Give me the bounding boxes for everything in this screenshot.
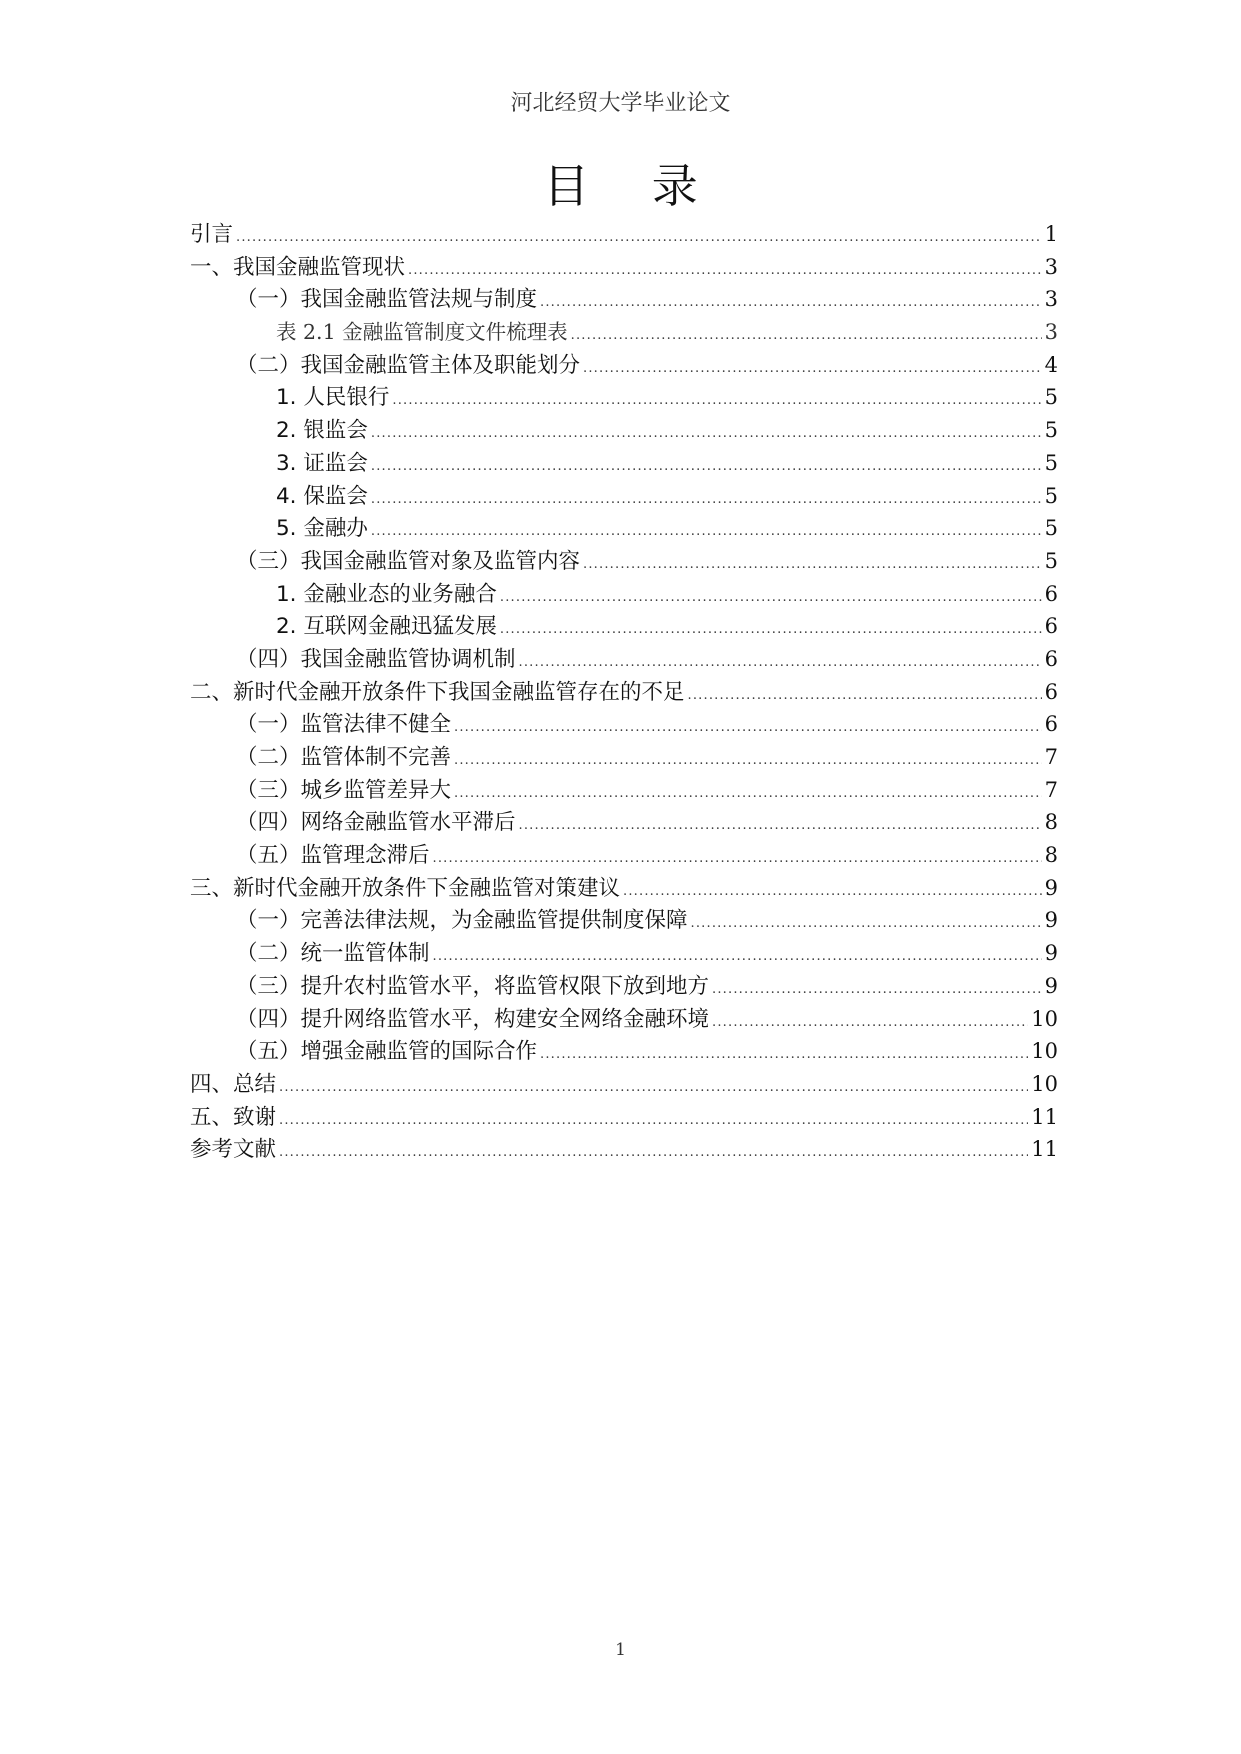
toc-leader-dots [371,451,1042,484]
toc-leader-dots [623,876,1042,909]
toc-entry-label: 引言 [190,222,234,247]
running-header: 河北经贸大学毕业论文 [510,91,731,116]
toc-entry-page: 11 [1031,1137,1058,1162]
toc-entry-label: （四）我国金融监管协调机制 [236,646,516,672]
toc-entry-label: 表 2.1 金融监管制度文件梳理表 [276,320,568,345]
toc-leader-dots [236,222,1042,255]
toc-entry[interactable] [190,610,1058,643]
toc-entry-label: 参考文献 [190,1137,277,1163]
toc-entry[interactable] [190,578,1058,611]
toc-leader-dots [371,418,1042,451]
toc-entry-page: 5 [1044,418,1058,443]
toc-entry-page: 6 [1044,614,1058,639]
toc-entry[interactable] [190,545,1058,578]
toc-entry-label: 1. 人民银行 [276,385,390,411]
toc-entry-page: 10 [1031,1071,1058,1096]
toc-entry[interactable] [190,381,1058,414]
toc-entry-label: （一）我国金融监管法规与制度 [236,287,538,313]
toc-entry[interactable] [190,251,1058,284]
toc-leader-dots [500,614,1042,647]
toc-entry-label: （四）网络金融监管水平滞后 [236,810,516,836]
table-of-contents [190,218,1058,1166]
toc-entry[interactable] [190,1035,1058,1068]
toc-entry[interactable] [190,741,1058,774]
toc-leader-dots [279,1105,1028,1138]
toc-entry[interactable] [190,349,1058,382]
toc-leader-dots [454,745,1042,778]
toc-leader-dots [433,941,1042,974]
toc-entry-page: 9 [1044,941,1058,966]
toc-entry[interactable] [190,447,1058,480]
toc-leader-dots [583,549,1042,582]
toc-entry-page: 11 [1031,1104,1058,1129]
toc-entry-page: 6 [1044,679,1058,704]
toc-entry-label: 三、新时代金融开放条件下金融监管对策建议 [190,875,621,901]
toc-entry-page: 9 [1044,908,1058,933]
toc-entry-label: （三）城乡监管差异大 [236,777,452,803]
toc-entry-label: （四）提升网络监管水平，构建安全网络金融环境 [236,1006,710,1032]
toc-entry[interactable] [190,1133,1058,1166]
toc-entry[interactable] [190,839,1058,872]
toc-entry-page: 7 [1044,777,1058,802]
toc-entry-page: 4 [1044,352,1058,377]
toc-leader-dots [433,843,1042,876]
toc-leader-dots [583,353,1042,386]
toc-leader-dots [540,1039,1028,1072]
toc-entry[interactable] [190,937,1058,970]
toc-entry[interactable] [190,806,1058,839]
toc-leader-dots [279,1137,1028,1170]
toc-entry-page: 1 [1044,222,1058,246]
toc-entry-label: 5. 金融办 [276,516,368,542]
toc-entry[interactable] [190,512,1058,545]
toc-leader-dots [688,680,1042,713]
toc-entry[interactable] [190,904,1058,937]
toc-leader-dots [571,320,1042,353]
toc-entry-label: （二）统一监管体制 [236,941,430,967]
toc-entry-label: （一）监管法律不健全 [236,712,452,738]
toc-leader-dots [519,647,1042,680]
toc-entry[interactable] [190,970,1058,1003]
toc-leader-dots [500,582,1042,615]
toc-entry-label: 四、总结 [190,1071,277,1097]
toc-entry-page: 9 [1044,875,1058,900]
toc-leader-dots [712,974,1042,1007]
toc-entry[interactable] [190,316,1058,349]
toc-entry[interactable] [190,414,1058,447]
toc-entry-page: 9 [1044,973,1058,998]
toc-entry-label: 一、我国金融监管现状 [190,254,406,280]
toc-entry-page: 5 [1044,516,1058,541]
toc-entry[interactable] [190,1068,1058,1101]
toc-leader-dots [691,908,1042,941]
toc-leader-dots [454,778,1042,811]
toc-entry-label: 3. 证监会 [276,450,368,476]
toc-entry-label: （五）增强金融监管的国际合作 [236,1039,538,1065]
toc-entry[interactable] [190,676,1058,709]
toc-entry-page: 5 [1044,548,1058,573]
toc-entry-label: 二、新时代金融开放条件下我国金融监管存在的不足 [190,679,685,705]
toc-entry-label: （一）完善法律法规，为金融监管提供制度保障 [236,908,688,934]
page-title: 目 录 [543,159,722,213]
toc-entry-label: （三）我国金融监管对象及监管内容 [236,548,581,574]
toc-entry-label: （五）监管理念滞后 [236,843,430,869]
toc-entry[interactable] [190,218,1058,251]
toc-leader-dots [712,1007,1028,1040]
toc-leader-dots [408,255,1042,288]
toc-leader-dots [519,810,1042,843]
toc-entry[interactable] [190,480,1058,513]
toc-entry[interactable] [190,774,1058,807]
toc-entry[interactable] [190,1101,1058,1134]
toc-entry[interactable] [190,708,1058,741]
toc-entry-label: 4. 保监会 [276,483,368,509]
toc-entry-page: 5 [1044,450,1058,475]
toc-entry-page: 6 [1044,712,1058,737]
toc-entry-page: 10 [1031,1039,1058,1064]
toc-entry[interactable] [190,643,1058,676]
toc-entry-page: 3 [1044,287,1058,312]
toc-entry-page: 8 [1044,843,1058,868]
toc-entry-label: （二）监管体制不完善 [236,745,452,770]
toc-entry-label: （二）我国金融监管主体及职能划分 [236,352,581,378]
toc-leader-dots [540,287,1042,320]
toc-entry-page: 3 [1044,254,1058,279]
toc-entry-page: 7 [1044,745,1058,769]
toc-entry-label: （三）提升农村监管水平，将监管权限下放到地方 [236,973,710,999]
toc-leader-dots [371,516,1042,549]
toc-entry-page: 3 [1044,320,1058,345]
toc-entry-page: 6 [1044,581,1058,606]
toc-leader-dots [279,1072,1028,1105]
toc-entry[interactable] [190,283,1058,316]
toc-entry[interactable] [190,1003,1058,1036]
page-number: 1 [615,1640,626,1660]
toc-entry-page: 10 [1031,1006,1058,1031]
toc-entry[interactable] [190,872,1058,905]
toc-entry-label: 1. 金融业态的业务融合 [276,581,497,607]
toc-entry-label: 五、致谢 [190,1104,277,1130]
toc-entry-label: 2. 银监会 [276,418,368,444]
toc-entry-page: 5 [1044,385,1058,410]
toc-leader-dots [392,385,1041,418]
toc-entry-page: 5 [1044,483,1058,508]
toc-leader-dots [454,712,1042,745]
toc-entry-label: 2. 互联网金融迅猛发展 [276,614,497,640]
toc-entry-page: 6 [1044,646,1058,671]
toc-leader-dots [371,484,1042,517]
toc-entry-page: 8 [1044,810,1058,835]
